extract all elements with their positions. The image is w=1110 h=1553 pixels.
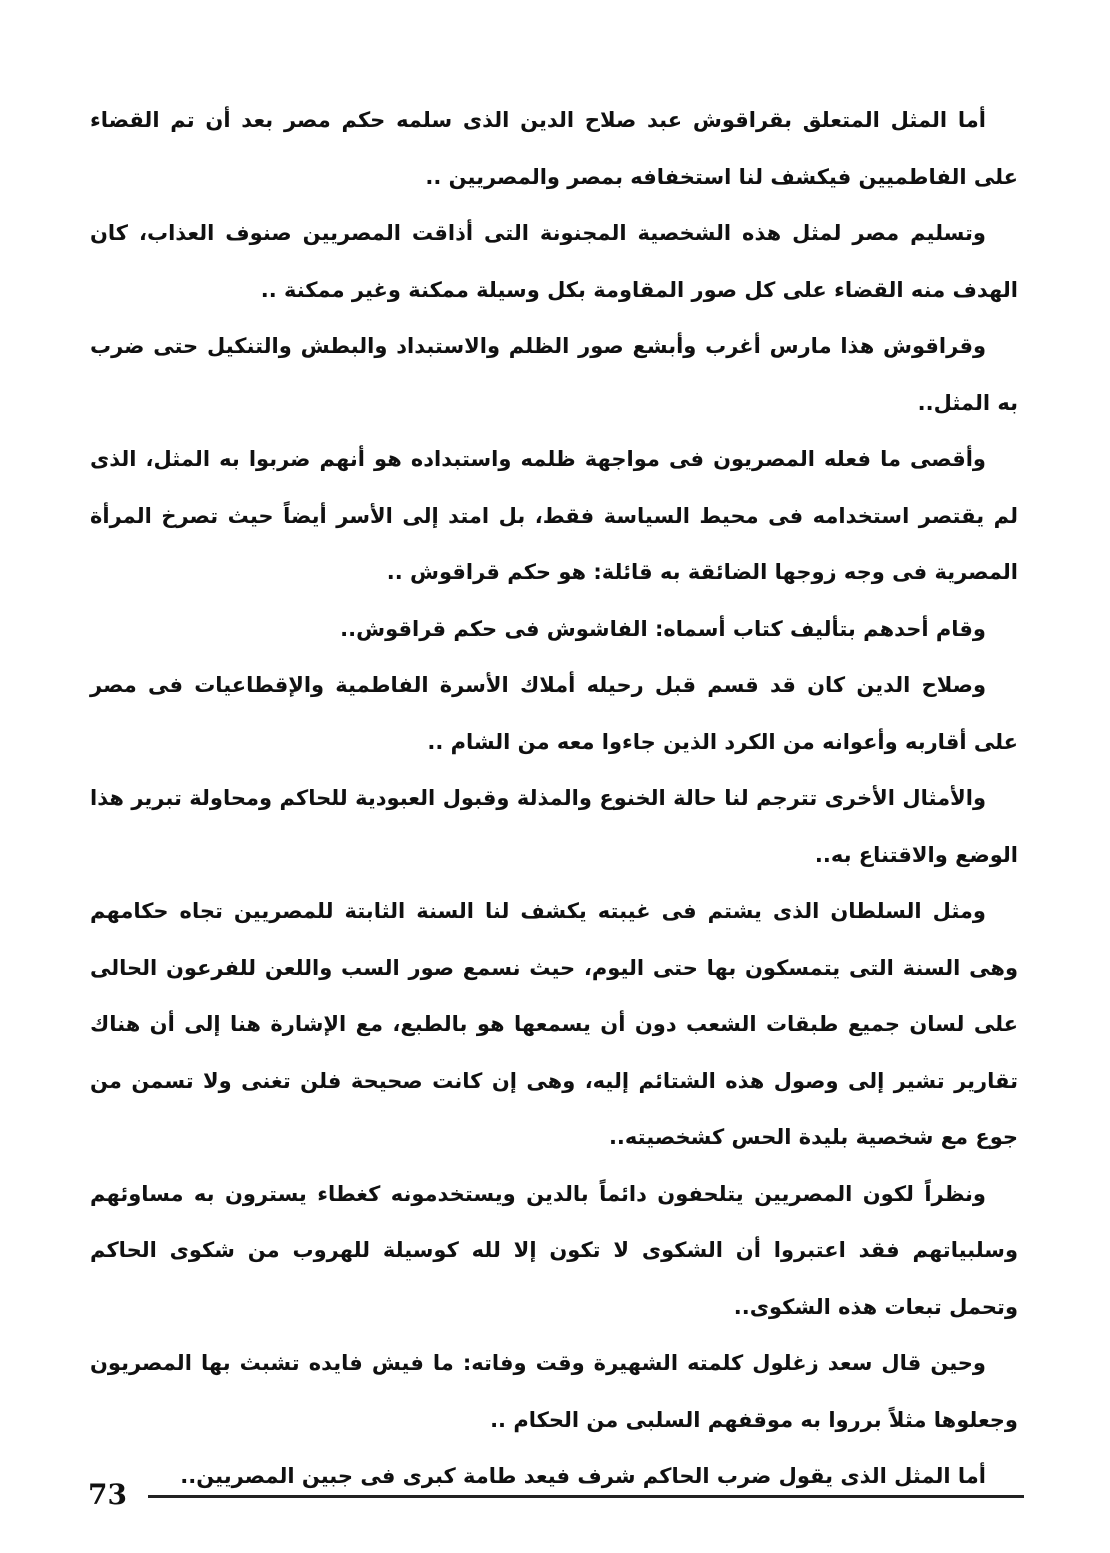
paragraph xyxy=(90,205,1018,318)
emphasized-phrase: ما فيش فايده xyxy=(308,1351,454,1375)
paragraph xyxy=(90,431,1018,601)
emphasized-phrase: هو حكم قراقوش xyxy=(410,560,587,584)
paragraph-text-tail: تشبث بها المصريون وجعلوها مثلاً برروا به موقفهم السلبى من الحكام .. xyxy=(90,1351,1018,1432)
paragraph xyxy=(90,657,1018,770)
paragraph-text: وصلاح الدين كان قد قسم قبل رحيله أملاك الأسرة الفاطمية والإقطاعيات فى مصر على أقاربه وأعوانه من الكرد الذين جاءوا معه من الشام .. xyxy=(90,673,1018,754)
paragraph-text: وأقصى ما فعله المصريون فى مواجهة ظلمه واستبداده هو أنهم ضربوا به المثل، الذى لم يقتصر استخدامه فى محيط السياسة فقط، بل امتد إلى الأسر أيضاً حيث تصرخ المرأة المصرية فى وجه زوجها الضائقة به قائلة: xyxy=(90,447,1018,584)
paragraph-text: وتسليم مصر لمثل هذه الشخصية المجنونة التى أذاقت المصريين صنوف العذاب، كان الهدف منه القضاء على كل صور المقاومة بكل وسيلة ممكنة وغير ممكنة .. xyxy=(90,221,1018,302)
paragraph xyxy=(90,92,1018,205)
paragraph-text: ومثل السلطان الذى يشتم فى غيبته يكشف لنا السنة الثابتة للمصريين تجاه حكامهم وهى السنة التى يتمسكون بها حتى اليوم، حيث نسمع صور السب واللعن للفرعون الحالى على لسان جميع طبقات الشعب دون أن يسمعها هو بالطبع، مع الإشارة هنا إلى أن هناك تقارير تشير إلى وصول هذه الشتائم إليه، وهى إن كانت صحيحة فلن تغنى ولا تسمن من جوع مع شخصية بليدة الحس كشخصيته.. xyxy=(90,899,1018,1149)
paragraph-text-tail: .. xyxy=(386,560,411,584)
paragraph-text: وقراقوش هذا مارس أغرب وأبشع صور الظلم والاستبداد والبطش والتنكيل حتى ضرب به المثل.. xyxy=(90,334,1018,415)
page-footer xyxy=(88,1478,1024,1518)
emphasized-phrase: الفاشوش فى حكم قراقوش xyxy=(356,616,648,641)
page-body xyxy=(90,92,1018,1505)
paragraph-text: أما المثل الذى يقول ضرب الحاكم شرف فيعد طامة كبرى فى جبين المصريين.. xyxy=(180,1464,986,1488)
paragraph xyxy=(90,318,1018,431)
paragraph xyxy=(90,770,1018,883)
paragraph-text: أما المثل المتعلق بقراقوش عبد صلاح الدين الذى سلمه حكم مصر بعد أن تم القضاء على الفاطميين فيكشف لنا استخفافه بمصر والمصريين .. xyxy=(90,108,1018,189)
paragraph xyxy=(90,1335,1018,1448)
page-number: 73 xyxy=(88,1478,127,1511)
paragraph xyxy=(90,601,1018,658)
paragraph xyxy=(90,1166,1018,1336)
paragraph-text: وحين قال سعد زغلول كلمته الشهيرة وقت وفاته: xyxy=(453,1351,986,1375)
footer-rule xyxy=(148,1495,1024,1498)
paragraph-text: والأمثال الأخرى تترجم لنا حالة الخنوع والمذلة وقبول العبودية للحاكم ومحاولة تبرير هذا الوضع والاقتناع به.. xyxy=(90,786,1018,867)
paragraph-text-tail: .. xyxy=(340,616,357,641)
paragraph-text: وقام أحدهم بتأليف كتاب أسماه: xyxy=(647,616,986,641)
paragraph-text: ونظراً لكون المصريين يتلحفون دائماً بالدين ويستخدمونه كغطاء يسترون به مساوئهم وسلبياتهم فقد اعتبروا أن الشكوى لا تكون إلا لله كوسيلة للهروب من شكوى الحاكم وتحمل تبعات هذه الشكوى.. xyxy=(90,1181,1018,1319)
paragraph xyxy=(90,883,1018,1166)
